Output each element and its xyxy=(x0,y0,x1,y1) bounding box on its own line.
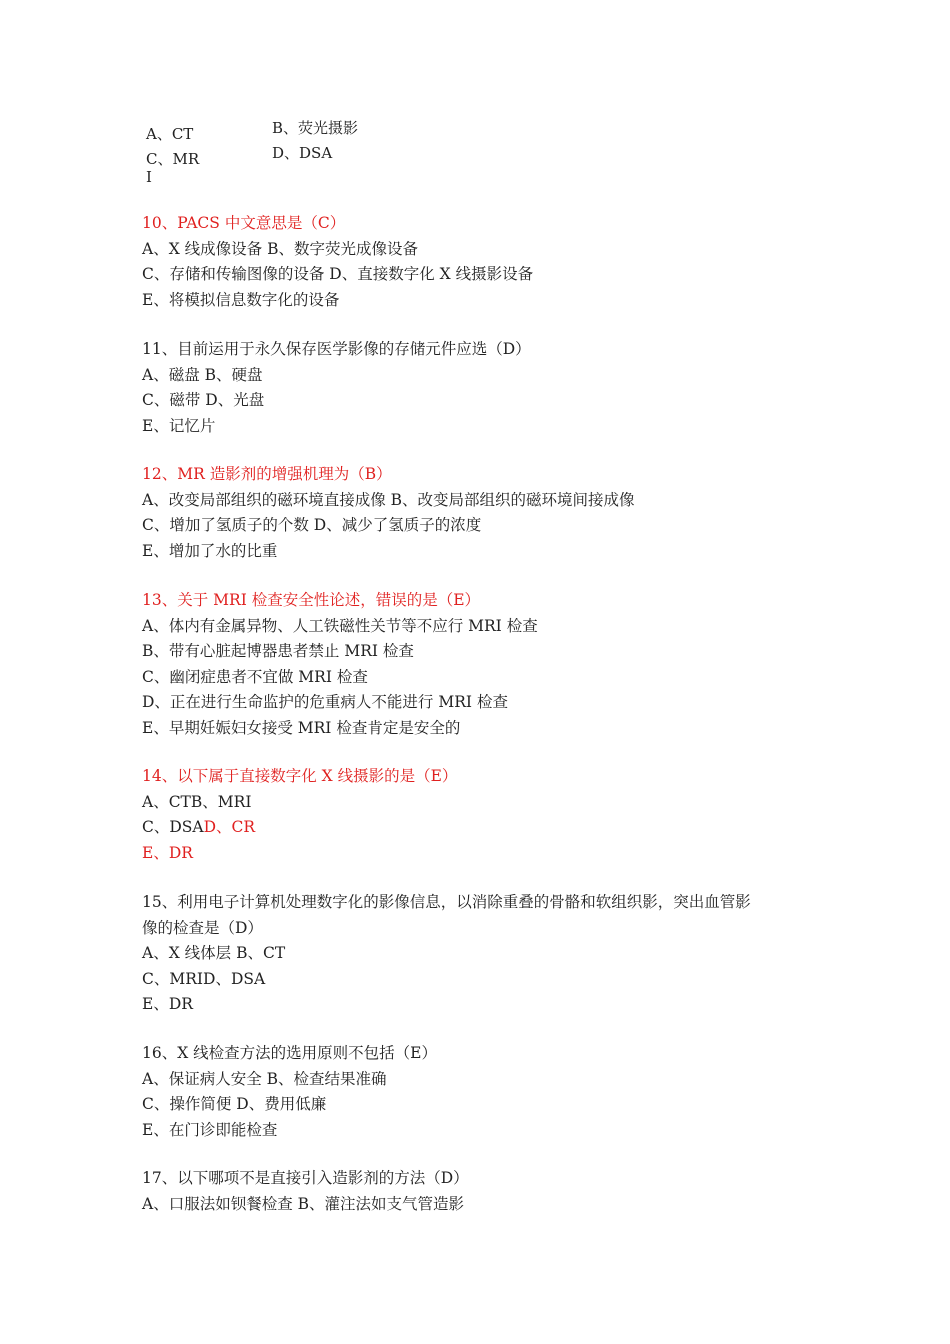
option-line: A、改变局部组织的磁环境直接成像 B、改变局部组织的磁环境间接成像 xyxy=(142,490,635,509)
option-c: C、MR xyxy=(146,150,200,168)
question-title: 11、目前运用于永久保存医学影像的存储元件应选（D） xyxy=(142,340,531,358)
option-line: A、X 线成像设备 B、数字荧光成像设备 xyxy=(142,239,418,258)
option-line: C、磁带 D、光盘 xyxy=(142,391,265,409)
option-line: C、MRID、DSA xyxy=(142,969,266,988)
option-c-wrap: I xyxy=(146,168,152,186)
option-text: C、DSA xyxy=(142,818,204,836)
question-title: 16、X 线检查方法的选用原则不包括（E） xyxy=(142,1044,438,1062)
option-line: E、早期妊娠妇女接受 MRI 检查肯定是安全的 xyxy=(142,718,461,737)
option-line: C、增加了氢质子的个数 D、减少了氢质子的浓度 xyxy=(142,516,482,534)
option-line: C、操作简便 D、费用低廉 xyxy=(142,1095,327,1113)
question-title: 10、PACS 中文意思是（C） xyxy=(142,214,346,232)
option-line: A、X 线体层 B、CT xyxy=(142,944,286,962)
option-line: C、存储和传输图像的设备 D、直接数字化 X 线摄影设备 xyxy=(142,265,534,283)
option-d: D、DSA xyxy=(272,144,333,162)
question-17 xyxy=(142,1166,822,1217)
question-15 xyxy=(142,890,822,1018)
question-13 xyxy=(142,588,822,741)
option-line: E、增加了水的比重 xyxy=(142,541,278,560)
question-14 xyxy=(142,764,822,866)
option-line: C、幽闭症患者不宜做 MRI 检查 xyxy=(142,667,368,686)
option-line: E、将模拟信息数字化的设备 xyxy=(142,290,340,309)
question-10 xyxy=(142,211,822,313)
option-a: A、CT xyxy=(146,125,194,143)
option-line: B、带有心脏起博器患者禁止 MRI 检查 xyxy=(142,642,414,660)
option-line: D、正在进行生命监护的危重病人不能进行 MRI 检查 xyxy=(142,693,508,711)
option-line: A、口服法如钡餐检查 B、灌注法如支气管造影 xyxy=(142,1194,465,1213)
option-line: E、在门诊即能检查 xyxy=(142,1120,278,1139)
option-line-highlighted: E、DR xyxy=(142,843,193,862)
option-text-highlighted: D、CR xyxy=(203,818,256,836)
question-9-options xyxy=(146,118,746,188)
question-title: 14、以下属于直接数字化 X 线摄影的是（E） xyxy=(142,767,458,785)
option-line: A、磁盘 B、硬盘 xyxy=(142,365,263,384)
question-11 xyxy=(142,337,822,439)
option-line: A、CTB、MRI xyxy=(142,792,252,811)
option-line: E、DR xyxy=(142,995,193,1013)
question-title-continued: 像的检查是（D） xyxy=(142,918,263,937)
option-line: A、体内有金属异物、人工铁磁性关节等不应行 MRI 检查 xyxy=(142,616,538,635)
question-12 xyxy=(142,462,822,564)
option-line xyxy=(142,815,822,841)
question-title: 15、利用电子计算机处理数字化的影像信息，以消除重叠的骨骼和软组织影，突出血管影 xyxy=(142,893,751,911)
option-b: B、荧光摄影 xyxy=(272,119,359,137)
question-title: 12、MR 造影剂的增强机理为（B） xyxy=(142,465,392,483)
question-title: 17、以下哪项不是直接引入造影剂的方法（D） xyxy=(142,1169,469,1187)
option-line: A、保证病人安全 B、检查结果准确 xyxy=(142,1069,387,1088)
option-line: E、记忆片 xyxy=(142,416,216,435)
question-title: 13、关于 MRI 检查安全性论述，错误的是（E） xyxy=(142,591,481,609)
question-16 xyxy=(142,1041,822,1143)
